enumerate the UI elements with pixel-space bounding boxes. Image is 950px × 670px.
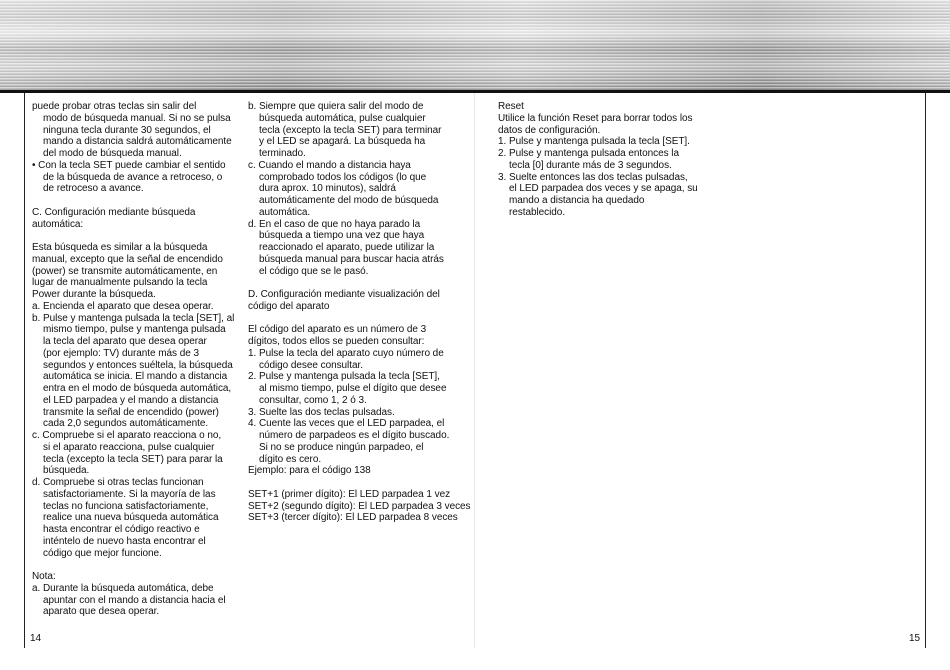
text-line: Ejemplo: para el código 138 [248, 465, 371, 477]
text-line: dígitos, todos ellos se pueden consultar: [248, 336, 425, 347]
text-line: 2. Pulse y mantenga pulsada la tecla [SET], [248, 371, 440, 383]
text-line: (por ejemplo: TV) durante más de 3 [43, 347, 199, 359]
text-block [498, 172, 718, 219]
text-line: d. En el caso de que no haya parado la [248, 218, 421, 230]
text-line: SET+1 (primer dígito): El LED parpadea 1 vez [248, 488, 451, 500]
text-line: dígito es cero. [259, 453, 322, 465]
text-block [498, 101, 718, 136]
text-line: a. Durante la búsqueda automática, debe [32, 582, 214, 594]
text-line: cada 2,0 segundos automáticamente. [43, 418, 209, 430]
text-line: Esta búsqueda es similar a la búsqueda [32, 242, 208, 253]
text-block [248, 371, 463, 406]
left-page-column-2 [248, 101, 471, 524]
text-line: búsqueda. [43, 465, 90, 477]
text-block [248, 465, 463, 477]
text-line: automática. [259, 206, 311, 218]
text-line: automáticamente del modo de búsqueda [259, 195, 439, 206]
left-margin-rule [24, 93, 25, 648]
text-line: Nota: [32, 571, 56, 582]
paragraph-gap [248, 277, 463, 289]
text-line: b. Siempre que quiera salir del modo de [248, 101, 424, 112]
paragraph-gap [248, 313, 463, 325]
text-line: la tecla del aparato que desea operar [43, 336, 207, 347]
text-block [32, 430, 240, 477]
text-line: comprobado todos los códigos (lo que [259, 171, 427, 183]
text-block [248, 348, 463, 372]
text-line: consultar, como 1, 2 ó 3. [259, 394, 367, 406]
text-line: 4. Cuente las veces que el LED parpadea, el [248, 418, 445, 430]
text-line: • Con la tecla SET puede cambiar el sentido [32, 159, 226, 171]
paragraph-gap [32, 230, 240, 242]
text-block [32, 313, 240, 431]
text-line: reaccionado el aparato, puede utilizar la [259, 242, 435, 253]
text-block [32, 477, 240, 559]
text-line: 1. Pulse la tecla del aparato cuyo número de [248, 347, 444, 359]
text-line: (power) se transmite automáticamente, en [32, 265, 218, 277]
text-line: código desee consultar. [259, 359, 363, 371]
text-line: del modo de búsqueda manual. [43, 148, 182, 159]
text-line: SET+2 (segundo dígito): El LED parpadea 3 veces [248, 500, 471, 512]
text-line: código del aparato [248, 300, 330, 312]
text-line: de la búsqueda de avance a retroceso, o [43, 171, 223, 183]
text-line: aparato que desea operar. [43, 606, 160, 618]
text-line: teclas no funciona satisfactoriamente, [43, 500, 209, 512]
text-line: de retroceso a avance. [43, 183, 144, 195]
text-line: terminado. [259, 148, 306, 159]
text-block [498, 136, 718, 148]
text-block [248, 418, 463, 465]
text-line: transmite la señal de encendido (power) [43, 406, 219, 418]
header-bottom-rule [0, 90, 950, 93]
text-line: restablecido. [509, 206, 566, 218]
text-line: modo de búsqueda manual. Si no se pulsa [43, 112, 231, 124]
text-block [248, 324, 463, 348]
text-block [32, 571, 240, 583]
left-page-column-1 [32, 101, 240, 618]
text-block [32, 301, 240, 313]
text-line: c. Cuando el mando a distancia haya [248, 159, 411, 171]
brushed-metal-header [0, 0, 950, 90]
text-line: apuntar con el mando a distancia hacia el [43, 594, 226, 606]
text-line: segundos y entonces suéltela, la búsqueda [43, 359, 233, 371]
text-block [248, 488, 471, 524]
text-block [248, 160, 463, 219]
text-line: datos de configuración. [498, 124, 601, 136]
text-block [32, 207, 240, 231]
text-block [32, 583, 240, 618]
text-block [32, 101, 240, 160]
text-line: Si no se produce ningún parpadeo, el [259, 441, 424, 453]
text-line: Reset [498, 101, 524, 112]
text-line: b. Pulse y mantenga pulsada la tecla [SET], al [32, 312, 235, 324]
text-line: Power durante la búsqueda. [32, 289, 156, 300]
text-line: mando a distancia ha quedado [509, 195, 645, 206]
text-line: d. Compruebe si otras teclas funcionan [32, 477, 204, 488]
text-line: búsqueda a tiempo una vez que haya [259, 230, 425, 242]
text-line: si el aparato reacciona, pulse cualquier [43, 441, 215, 453]
text-line: ninguna tecla durante 30 segundos, el [43, 124, 211, 136]
text-line: mando a distancia saldrá automáticamente [43, 136, 232, 148]
text-line: a. Encienda el aparato que desea operar. [32, 300, 214, 312]
text-block [248, 219, 463, 278]
text-line: C. Configuración mediante búsqueda [32, 206, 196, 218]
text-line: el código que se le pasó. [259, 265, 369, 277]
text-line: el LED parpadea y el mando a distancia [43, 394, 219, 406]
text-line: número de parpadeos es el dígito buscado. [259, 430, 450, 441]
text-line: lugar de manualmente pulsando la tecla [32, 277, 208, 289]
paragraph-gap [32, 559, 240, 571]
text-line: 3. Suelte entonces las dos teclas pulsadas, [498, 171, 688, 183]
text-block [32, 160, 240, 195]
text-line: hasta encontrar el código reactivo e [43, 524, 200, 535]
text-line: entra en el modo de búsqueda automática, [43, 383, 232, 394]
text-line: manual, excepto que la señal de encendido [32, 253, 223, 265]
text-line: 2. Pulse y mantenga pulsada entonces la [498, 148, 679, 159]
text-line: 3. Suelte las dos teclas pulsadas. [248, 406, 395, 418]
text-line: automática se inicia. El mando a distancia [43, 371, 228, 383]
text-line: código que mejor funcione. [43, 547, 162, 559]
text-line: realice una nueva búsqueda automática [43, 512, 219, 524]
page-number-left: 14 [30, 633, 42, 644]
text-line: tecla (excepto la tecla SET) para terminar [259, 124, 442, 136]
text-line: tecla (excepto la tecla SET) para parar la [43, 453, 223, 465]
text-block [248, 101, 463, 160]
text-block [248, 407, 463, 419]
paragraph-gap [32, 195, 240, 207]
page-number-right: 15 [909, 633, 921, 644]
text-line: tecla [0] durante más de 3 segundos. [509, 159, 672, 171]
text-line: 1. Pulse y mantenga pulsada la tecla [SET]. [498, 136, 690, 148]
text-block [248, 289, 463, 313]
text-line: el LED parpadea dos veces y se apaga, su [509, 183, 698, 195]
text-line: búsqueda automática, pulse cualquier [259, 112, 426, 124]
text-line: Utilice la función Reset para borrar todos los [498, 112, 693, 124]
text-block [498, 148, 718, 172]
text-line: D. Configuración mediante visualización del [248, 289, 440, 300]
text-line: búsqueda manual para buscar hacia atrás [259, 253, 444, 265]
paragraph-gap [248, 477, 463, 489]
text-line: c. Compruebe si el aparato reacciona o no, [32, 430, 222, 441]
text-block [32, 242, 240, 301]
text-line: automática: [32, 218, 84, 230]
page-gutter [474, 93, 475, 648]
text-line: dura aprox. 10 minutos), saldrá [259, 183, 396, 195]
text-line: al mismo tiempo, pulse el dígito que desee [259, 383, 447, 394]
text-line: y el LED se apagará. La búsqueda ha [259, 136, 426, 148]
right-page-column-1 [498, 101, 718, 219]
text-line: SET+3 (tercer dígito): El LED parpadea 8 veces [248, 512, 458, 524]
right-margin-rule [925, 93, 926, 648]
text-line: puede probar otras teclas sin salir del [32, 101, 197, 112]
text-line: inténtelo de nuevo hasta encontrar el [43, 535, 206, 547]
text-line: satisfactoriamente. Si la mayoría de las [43, 488, 216, 500]
text-line: El código del aparato es un número de 3 [248, 324, 427, 336]
text-line: mismo tiempo, pulse y mantenga pulsada [43, 324, 226, 336]
